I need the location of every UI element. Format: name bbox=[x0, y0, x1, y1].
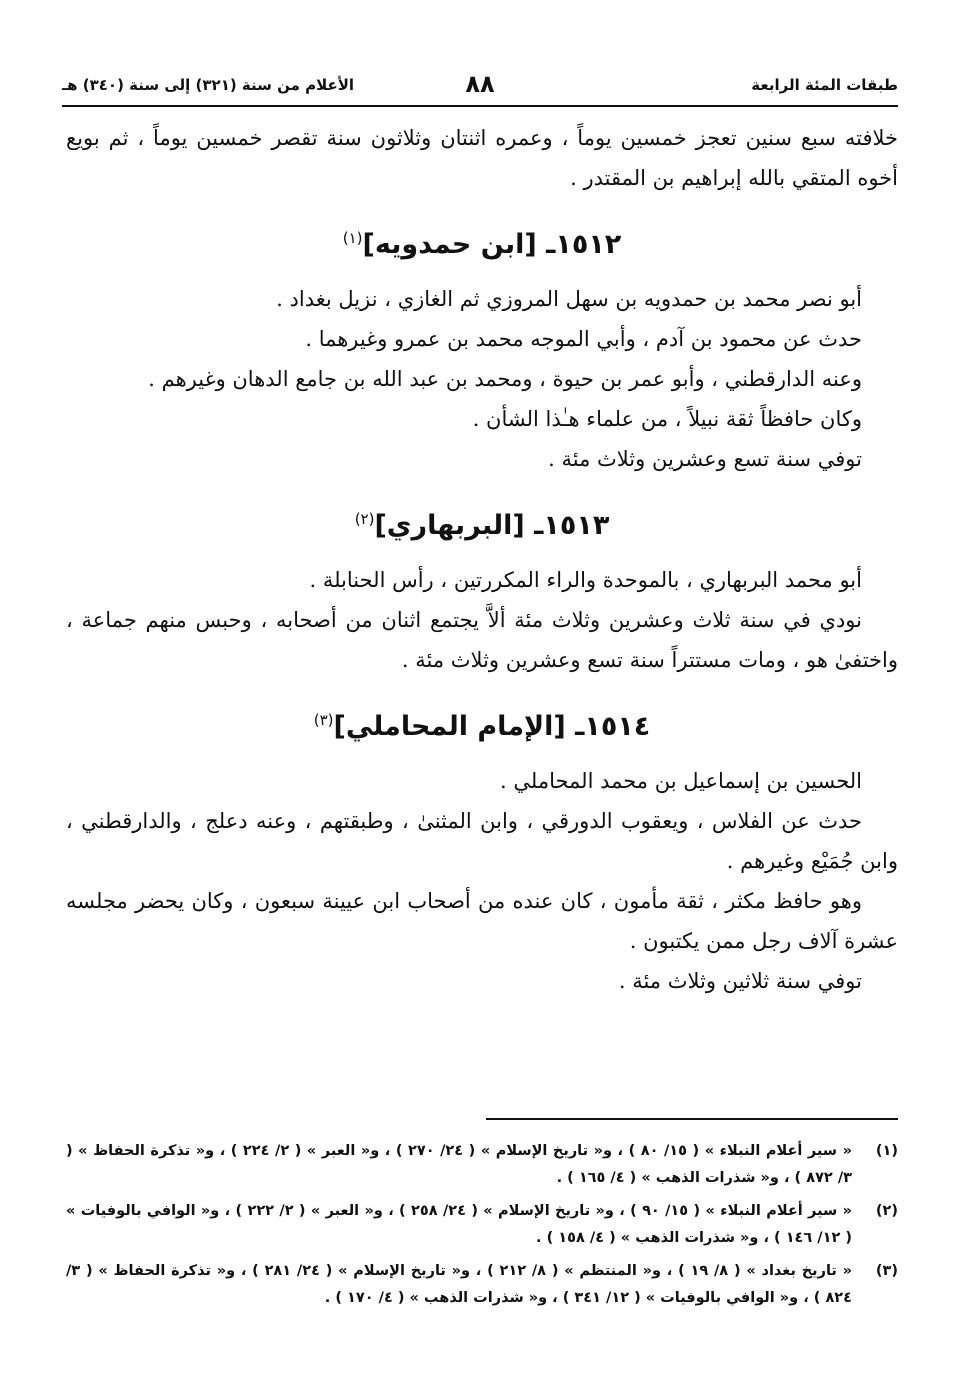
entry-title-text: ١٥١٢ـ [ابن حمدويه] bbox=[362, 229, 622, 260]
entry-paragraph: أبو نصر محمد بن حمدويه بن سهل المروزي ثم الغازي ، نزيل بغداد . bbox=[276, 287, 862, 311]
entry-title-1512 bbox=[66, 214, 898, 269]
footnote-text: « سير أعلام النبلاء » ( ١٥/ ٩٠ ) ، و« تاريخ الإسلام » ( ٢٤/ ٢٥٨ ) ، و« العبر » ( ٢/ ٢٢٢ ) ، و« الوافي بالوفيات » ( ١٢/ ١٤٦ ) ، و« شذرات الذهب » ( ٤/ ١٥٨ ) . bbox=[66, 1203, 852, 1246]
book-title: طبقات المئة الرابعة bbox=[751, 76, 898, 94]
main-text bbox=[66, 118, 898, 1001]
entry-paragraph: حدث عن الفلاس ، ويعقوب الدورقي ، وابن المثنىٰ ، وطبقتهم ، وعنه دعلج ، والدارقطني ، وابن جُمَيْع وغيرهم . bbox=[66, 809, 898, 873]
range-title: الأعلام من سنة (٣٢١) إلى سنة (٣٤٠) هـ bbox=[62, 76, 355, 94]
running-header bbox=[62, 70, 898, 102]
footnote-item bbox=[66, 1198, 898, 1252]
entry-paragraph: توفي سنة تسع وعشرين وثلاث مئة . bbox=[548, 447, 862, 471]
entry-paragraph: الحسين بن إسماعيل بن محمد المحاملي . bbox=[500, 769, 862, 793]
footnote-divider bbox=[486, 1118, 898, 1120]
intro-paragraph: خلافته سبع سنين تعجز خمسين يوماً ، وعمره اثنتان وثلاثون سنة تقصر خمسين يوماً ، ثم بويع أخوه المتقي بالله إبراهيم بن المقتدر . bbox=[66, 126, 898, 190]
footnote-number: (١) bbox=[875, 1143, 898, 1159]
footnote-text: « تاريخ بغداد » ( ٨/ ١٩ ) ، و« المنتظم » ( ٨/ ٢١٢ ) ، و« تاريخ الإسلام » ( ٢٤/ ٢٨١ ) ، و« تذكرة الحفاظ » ( ٣/ ٨٢٤ ) ، و« الوافي بالوفيات » ( ١٢/ ٣٤١ ) ، و« شذرات الذهب » ( ٤/ ١٧٠ ) . bbox=[66, 1263, 852, 1306]
entry-title-text: ١٥١٤ـ [الإمام المحاملي] bbox=[333, 711, 651, 742]
entry-title-1513 bbox=[66, 495, 898, 550]
entry-paragraph: نودي في سنة ثلاث وعشرين وثلاث مئة ألاَّ يجتمع اثنان من أصحابه ، وحبس منهم جماعة ، واختفىٰ هو ، ومات مستتراً سنة تسع وعشرين وثلاث مئة . bbox=[66, 608, 898, 672]
entry-paragraph: توفي سنة ثلاثين وثلاث مئة . bbox=[618, 969, 862, 993]
entry-paragraph: وعنه الدارقطني ، وأبو عمر بن حيوة ، ومحمد بن عبد الله بن جامع الدهان وغيرهم . bbox=[148, 367, 862, 391]
footnote-ref: (٣) bbox=[313, 711, 334, 729]
footnote-item bbox=[66, 1138, 898, 1192]
entry-title-text: ١٥١٣ـ [البربهاري] bbox=[374, 510, 610, 541]
footnote-number: (٣) bbox=[875, 1263, 898, 1279]
footnote-number: (٢) bbox=[875, 1203, 898, 1219]
footnote-ref: (١) bbox=[342, 229, 363, 247]
header-divider bbox=[62, 105, 898, 107]
entry-paragraph: وهو حافظ مكثر ، ثقة مأمون ، كان عنده من أصحاب ابن عيينة سبعون ، وكان يحضر مجلسه عشرة آلاف رجل ممن يكتبون . bbox=[66, 889, 898, 953]
entry-paragraph: وكان حافظاً ثقة نبيلاً ، من علماء هـٰذا الشأن . bbox=[472, 407, 862, 431]
footnote-text: « سير أعلام النبلاء » ( ١٥/ ٨٠ ) ، و« تاريخ الإسلام » ( ٢٤/ ٢٧٠ ) ، و« العبر » ( ٢/ ٢٢٤ ) ، و« تذكرة الحفاظ » ( ٣/ ٨٧٢ ) ، و« شذرات الذهب » ( ٤/ ١٦٥ ) . bbox=[66, 1143, 852, 1186]
footnotes bbox=[66, 1138, 898, 1318]
entry-paragraph: حدث عن محمود بن آدم ، وأبي الموجه محمد بن عمرو وغيرهما . bbox=[305, 327, 862, 351]
footnote-item bbox=[66, 1258, 898, 1312]
page-number: ٨٨ bbox=[465, 70, 495, 98]
footnote-ref: (٢) bbox=[354, 510, 375, 528]
entry-paragraph: أبو محمد البربهاري ، بالموحدة والراء المكررتين ، رأس الحنابلة . bbox=[309, 568, 862, 592]
entry-title-1514 bbox=[66, 696, 898, 751]
